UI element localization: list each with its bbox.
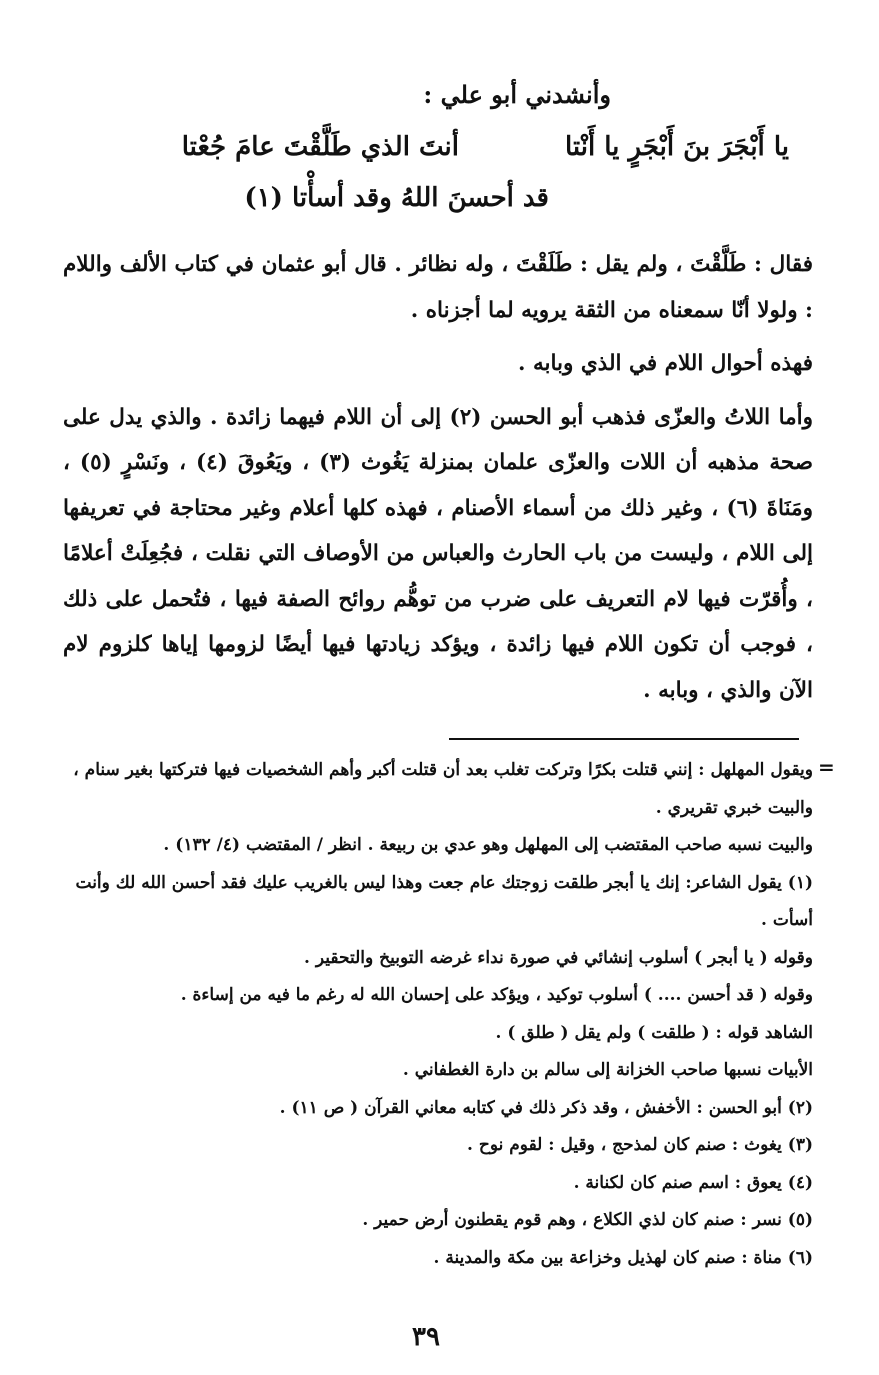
footnote: وقوله ( قد أحسن .... ) أسلوب توكيد ، ويؤكد على إحسان الله له رغم ما فيه من إساءة . xyxy=(180,985,813,1005)
verse-line1-second-hemistich: يا أَبْجَرَ بنَ أَبْجَرٍ يا أَنْتا xyxy=(564,132,789,162)
paragraph: فهذه أحوال اللام في الذي وبابه . xyxy=(517,351,813,376)
footnote: الأبيات نسبها صاحب الخزانة إلى سالم بن دارة الغطفاني . xyxy=(402,1060,813,1080)
footnote: وقوله ( يا أبجر ) أسلوب إنشائي في صورة نداء غرضه التوبيخ والتحقير . xyxy=(304,947,813,968)
intro-line: وأنشدني أبو علي : xyxy=(423,80,611,109)
footnote: (٣) يغوث : صنم كان لمذحج ، وقيل : لقوم نوح . xyxy=(467,1135,813,1155)
footnote: الشاهد قوله : ( طلقت ) ولم يقل ( طلق ) . xyxy=(495,1022,813,1043)
page-number: ٣٩ xyxy=(412,1322,440,1352)
verse-line1-first-hemistich: أنتَ الذي طَلَّقْتَ عامَ جُعْتا xyxy=(181,132,459,162)
footnote: (٦) مناة : صنم كان لهذيل وخزاعة بين مكة والمدينة . xyxy=(433,1247,813,1268)
footnote: والبيت نسبه صاحب المقتضب إلى المهلهل وهو عدي بن ربيعة . انظر / المقتضب (٤/ ١٣٢) . xyxy=(163,835,813,855)
footnote: ويقول المهلهل : إنني قتلت بكرًا وتركت تغلب بعد أن قتلت أكبر وأهم الشخصيات فيها فتركتها بغير سنام ، والبيت خبري تقريري . xyxy=(73,760,813,818)
footnote-separator xyxy=(449,738,799,740)
footnote: (٥) نسر : صنم كان لذي الكلاع ، وهم قوم يقطنون أرض حمير . xyxy=(362,1210,813,1230)
main-text xyxy=(63,242,813,713)
paragraph: فقال : طَلَّقْتَ ، ولم يقل : طَلَقْتَ ، وله نظائر . قال أبو عثمان في كتاب الألف واللام : ولولا أنّا سمعناه من الثقة يرويه لما أجزناه . xyxy=(63,252,813,323)
footnote: (٢) أبو الحسن : الأخفش ، وقد ذكر ذلك في كتابه معاني القرآن ( ص ١١) . xyxy=(279,1097,813,1118)
footnote-continuation-marker: = xyxy=(818,755,835,779)
verse-line2: قد أحسنَ اللهُ وقد أسأْتا (١) xyxy=(244,183,549,213)
footnote: (٤) يعوق : اسم صنم كان لكنانة . xyxy=(573,1172,813,1193)
paragraph: وأما اللاتُ والعزّى فذهب أبو الحسن (٢) إلى أن اللام فيهما زائدة . والذي يدل على صحة مذهبه أن اللات والعزّى علمان بمنزلة يَغُوث (٣) ، ويَعُوقَ (٤) ، ونَسْرٍ (٥) ، ومَنَاةَ (٦) ، وغير ذلك من أسماء الأصنام ، فهذه كلها أعلام وغير محتاجة في تعريفها إلى اللام ، وليست من باب الحارث والعباس من الأوصاف التي نقلت ، فجُعِلَتْ أعلامًا ، وأُقرّت فيها لام التعريف على ضرب من توهُّم روائح الصفة فيها ، فتُحمل على ذلك ، فوجب أن تكون اللام فيها زائدة ، ويؤكد زيادتها فيها أيضًا لزومها إياها كلزوم لام الآن والذي ، وبابه . xyxy=(63,404,813,703)
footnotes xyxy=(48,752,813,1277)
footnote: (١) يقول الشاعر: إنك يا أبجر طلقت زوجتك عام جعت وهذا ليس بالغريب عليك فقد أحسن الله لك وأنت أسأت . xyxy=(75,872,813,930)
